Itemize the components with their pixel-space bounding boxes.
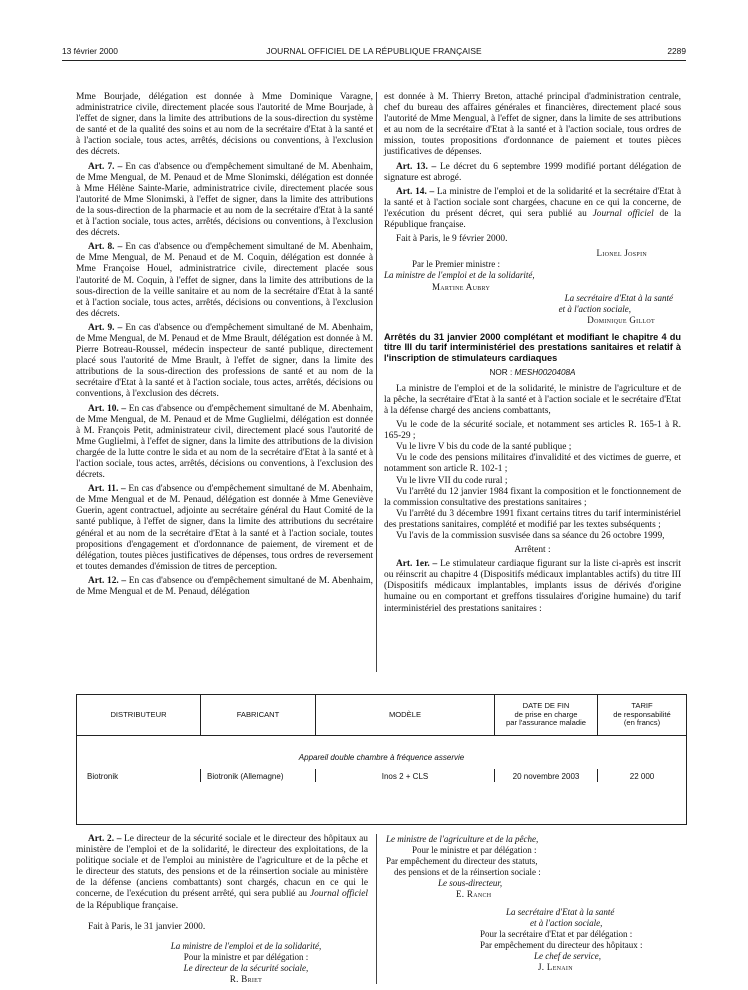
paragraph-continuation: Mme Bourjade, délégation est donnée à Mme Dominique Varagne, administratrice civile, directement placée sous l'autorité de Mme Bourjade, à l'effet de signer, dans la limite des attributions de la sous-direction du système de santé et de la qualité des soins et au nom de la secrétaire d'Etat à la santé et à l'action sociale, tous actes, arrêtés, décisions ou conventions, à l'exclusion des décrets.	[76, 92, 373, 158]
article-10	[76, 404, 373, 482]
article-12-text: En cas d'absence ou d'empêchement simultané de M. Abenhaim, de Mme Mengual et de M. Penaud, délégation	[76, 575, 373, 598]
secretaire-name: Dominique Gillot	[587, 314, 655, 325]
article-8-text: En cas d'absence ou d'empêchement simultané de M. Abenhaim, de Mme Mengual, de M. Penaud et de M. Coquin, délégation est donnée à Mme Françoise Houel, administratrice civile, directement placée sous l'autorité de M. Coquin, à l'effet de signer, dans la limite des attributions de la sous-direction de la veille sanitaire et au nom de la secrétaire d'Etat à la santé et à l'action sociale, tous actes, arrêtés, décisions ou conventions, à l'exclusion des décrets.	[76, 242, 373, 319]
article-2	[76, 834, 368, 912]
cell-tarif: 22 000	[629, 772, 655, 781]
article-13	[384, 162, 681, 184]
nor-code: MESH0020408A	[514, 367, 576, 377]
article-14-text-a: La ministre de l'emploi et de la solidarité et la secrétaire d'Etat à la santé et à l'action sociale sont chargées, chacune en ce qui la concerne, de l'exécution du présent décret, qui sera publié au	[384, 186, 681, 219]
signature-prime-minister: Lionel Jospin	[596, 248, 647, 259]
arretent: Arrêtent :	[514, 545, 551, 556]
article-1	[384, 559, 681, 614]
article-9-text: En cas d'absence ou d'empêchement simultané de M. Abenhaim, de Mme Mengual, de M. Penaud et de Mme Brault, délégation est donnée à M. Pierre Botreau-Roussel, médecin inspecteur de santé publique, directement placé sous l'autorité de Mme Brault, à l'effet de signer, dans la limite des attributions de la sous-direction des professions de santé et au nom de la secrétaire d'Etat à la santé et à l'action sociale, tous actes, arrêtés, décisions ou conventions, à l'exclusion des décrets.	[76, 322, 373, 400]
header-modele: MODÈLE	[388, 709, 422, 719]
article-7-label: Art. 7. –	[88, 161, 123, 172]
article-12	[76, 576, 373, 598]
article-13-text: Le décret du 6 septembre 1999 modifié portant délégation de signature est abrogé.	[384, 161, 682, 183]
signatory-briet: R. Briet	[229, 974, 263, 985]
visa-7: Vu l'avis de la commission susvisée dans sa séance du 26 octobre 1999,	[396, 530, 665, 541]
par-premier-ministre: Par le Premier ministre :	[412, 259, 500, 270]
des-pensions: des pensions et de la réinsertion sociale :	[394, 867, 541, 878]
bottom-left-block	[76, 834, 368, 985]
fait-a-paris: Fait à Paris, le 9 février 2000.	[396, 234, 508, 245]
article-2-text-a: Le directeur de la sécurité sociale et le directeur des hôpitaux au ministère de l'emploi et de la solidarité, le directeur des exploitations, de la politique sociale et de l'emploi au ministère de l'agriculture et de la pêche et le directeur des statuts, des pensions et de la réinsertion sociale au ministère de la défense (anciens combattants) sont chargés, chacun en ce qui le concerne, de l'exécution du présent arrêté, qui sera publié au	[76, 834, 368, 900]
header-fabricant: FABRICANT	[236, 709, 280, 719]
arrete-title: Arrêtés du 31 janvier 2000 complétant et modifiant le chapitre 4 du titre III du tarif interministériel des prestations sanitaires et relatif à l'inscription de stimulateurs cardiaques	[384, 331, 681, 364]
arrete-nor	[384, 367, 681, 378]
article-9-label: Art. 9. –	[88, 322, 123, 333]
ministre-name: Martine Aubry	[432, 281, 491, 292]
signatory-lenain: J. Lenain	[538, 962, 573, 973]
article-11	[76, 484, 373, 573]
article-10-label: Art. 10. –	[88, 403, 127, 414]
article-14-journal: Journal officiel	[592, 208, 654, 219]
paragraph-continuation-right: est donnée à M. Thierry Breton, attaché principal d'administration centrale, chef du bureau des affaires générales et financières, directement placé sous l'autorité de Mme Mengual, à l'effet de signer, dans la limite de ses attributions et au nom de la secrétaire d'Etat à la santé et à l'action sociale, tous ordres de mission, toutes propositions d'ordonnance de paiement et toutes pièces justificatives de dépenses.	[384, 92, 681, 158]
header-date-fin-line1: DATE DE FIN	[522, 701, 570, 711]
ministre-agriculture: Le ministre de l'agriculture et de la pêche,	[386, 834, 539, 844]
ministre-title: La ministre de l'emploi et de la solidarité,	[384, 270, 535, 281]
secretaire-sante-2: et à l'action sociale,	[530, 917, 603, 928]
pour-la-ministre: Pour la ministre et par délégation :	[183, 951, 309, 962]
secretaire-sante-1: La secrétaire d'Etat à la santé	[506, 906, 615, 917]
directeur-secu: Le directeur de la sécurité sociale,	[183, 962, 309, 973]
header-page-number: 2289	[667, 46, 686, 56]
signature-block-2	[76, 941, 368, 985]
signatory-ranch: E. Ranch	[456, 889, 492, 900]
chef-de-service: Le chef de service,	[534, 950, 601, 961]
visa-6: Vu l'arrêté du 3 décembre 1991 fixant certains titres du tarif interministériel des prestations sanitaires, complété et modifié par les textes subséquents ;	[384, 508, 681, 530]
cell-fabricant: Biotronik (Allemagne)	[207, 772, 284, 781]
bottom-column-divider	[376, 834, 377, 984]
header-date-fin-line2: de prise en charge	[514, 709, 578, 719]
header-rule	[62, 60, 686, 61]
article-9	[76, 323, 373, 401]
article-8	[76, 242, 373, 320]
arrete-intro: La ministre de l'emploi et de la solidarité, le ministre de l'agriculture et de la pêche, la secrétaire d'Etat à la santé et à l'action sociale et le secrétaire d'Etat à la défense chargé des anciens combattants,	[384, 383, 681, 416]
right-column	[384, 92, 681, 618]
bottom-right-block	[384, 834, 684, 973]
visa-4: Vu le livre VII du code rural ;	[396, 475, 508, 486]
signature-block	[384, 248, 681, 326]
row-divider-1	[200, 769, 201, 782]
header-journal-title: JOURNAL OFFICIEL DE LA RÉPUBLIQUE FRANÇAISE	[266, 46, 482, 56]
article-14-label: Art. 14. –	[396, 186, 435, 197]
header-tarif	[598, 695, 686, 735]
article-14-text-b: de la République française.	[384, 208, 682, 231]
article-10-text: En cas d'absence ou d'empêchement simultané de M. Abenhaim, de Mme Mengual, de M. Penaud et de Mme Guglielmi, délégation est donnée à M. François Petit, administrateur civil, directement placé sous l'autorité de Mme Guglielmi, à l'effet de signer, dans la limite des attributions de la division chargée de la lutte contre le sida et au nom de la secrétaire d'Etat à la santé et à l'action sociale, tous actes, arrêtés, décisions ou conventions, à l'exclusion des décrets.	[76, 403, 373, 481]
fait-a-paris-2: Fait à Paris, le 31 janvier 2000.	[88, 921, 206, 932]
secretaire-title-2: et à l'action sociale,	[558, 303, 631, 314]
cell-modele: Inos 2 + CLS	[381, 772, 429, 781]
cell-distributeur: Biotronik	[87, 772, 119, 781]
article-13-label: Art. 13. –	[396, 161, 437, 172]
pour-la-secretaire: Pour la secrétaire d'Etat et par délégation :	[480, 928, 633, 939]
stimulateur-table	[76, 694, 687, 825]
pour-le-ministre: Pour le ministre et par délégation :	[412, 845, 537, 856]
article-8-label: Art. 8. –	[88, 242, 123, 253]
sous-directeur: Le sous-directeur,	[438, 878, 503, 889]
column-divider	[376, 92, 377, 672]
header-rule-bottom	[77, 735, 686, 736]
article-7	[76, 162, 373, 240]
ministre-emploi: La ministre de l'emploi et de la solidarité,	[170, 940, 322, 951]
nor-label: NOR :	[489, 367, 513, 377]
article-1-label: Art. 1er. –	[396, 559, 438, 570]
article-11-text: En cas d'absence ou d'empêchement simultané de M. Abenhaim, de Mme Mengual et de M. Penaud, délégation est donnée à Mme Geneviève Guerin, agent contractuel, adjointe au secrétaire général du Haut Comité de la santé publique, à l'effet de signer, dans la limite des attributions du secrétaire général et au nom de la secrétaire d'Etat à la santé et à l'action sociale, toutes propositions d'engagement et d'ordonnance de paiement, de virement et de délégation, toutes pièces justificatives de dépenses, tous ordres de reversement et toutes demandes d'émission de titres de perception.	[76, 484, 373, 572]
header-tarif-line2: de responsabilité	[613, 709, 671, 719]
article-11-label: Art. 11. –	[88, 484, 126, 495]
par-empechement-hopitaux: Par empêchement du directeur des hôpitaux :	[480, 939, 643, 950]
article-14	[384, 187, 681, 231]
header-tarif-line1: TARIF	[631, 701, 653, 711]
article-1-text: Le stimulateur cardiaque figurant sur la liste ci-après est inscrit ou réinscrit au chapitre 4 (Dispositifs médicaux implantables actifs) du titre III (Dispositifs médicaux implantables, implants issus de dérivés d'origine humaine ou en comportant et greffons tissulaires d'origine humaine) du tarif interministériel des prestations sanitaires :	[384, 559, 682, 614]
article-7-text: En cas d'absence ou d'empêchement simultané de M. Abenhaim, de Mme Mengual, de M. Penaud et de Mme Slonimski, délégation est donnée à Mme Hélène Sainte-Marie, administratrice civile, directement placée sous l'autorité de Mme Slonimski, à l'effet de signer, dans la limite des attributions de la sous-direction de la pharmacie et au nom de la secrétaire d'Etat à la santé et à l'action sociale, tous actes, arrêtés, décisions ou conventions, à l'exclusion des décrets.	[76, 161, 373, 239]
article-12-label: Art. 12. –	[88, 575, 127, 586]
cell-date-fin: 20 novembre 2003	[512, 772, 580, 781]
article-2-label: Art. 2. –	[88, 834, 122, 844]
table-group-label: Appareil double chambre à fréquence asservie	[298, 753, 465, 762]
left-column	[76, 92, 373, 601]
secretaire-title-1: La secrétaire d'Etat à la santé	[564, 292, 673, 303]
header-date: 13 février 2000	[62, 46, 118, 56]
header-tarif-line3: (en francs)	[623, 718, 661, 728]
page-header	[62, 46, 686, 60]
par-empechement-statuts: Par empêchement du directeur des statuts,	[386, 856, 538, 867]
article-2-text-b: de la République française.	[76, 900, 179, 911]
header-distributeur: DISTRIBUTEUR	[110, 709, 167, 719]
visa-3: Vu le code des pensions militaires d'invalidité et des victimes de guerre, et notamment son article R. 102-1 ;	[384, 453, 681, 475]
visa-1: Vu le code de la sécurité sociale, et notamment ses articles R. 165-1 à R. 165-29 ;	[384, 420, 681, 442]
header-date-fin-line3: par l'assurance maladie	[506, 718, 586, 728]
article-2-journal: Journal officiel	[309, 889, 369, 900]
header-date-fin	[495, 695, 597, 735]
visa-5: Vu l'arrêté du 12 janvier 1984 fixant la composition et le fonctionnement de la commission consultative des prestations sanitaires ;	[384, 486, 681, 508]
visa-2: Vu le livre V bis du code de la santé publique ;	[396, 442, 572, 453]
